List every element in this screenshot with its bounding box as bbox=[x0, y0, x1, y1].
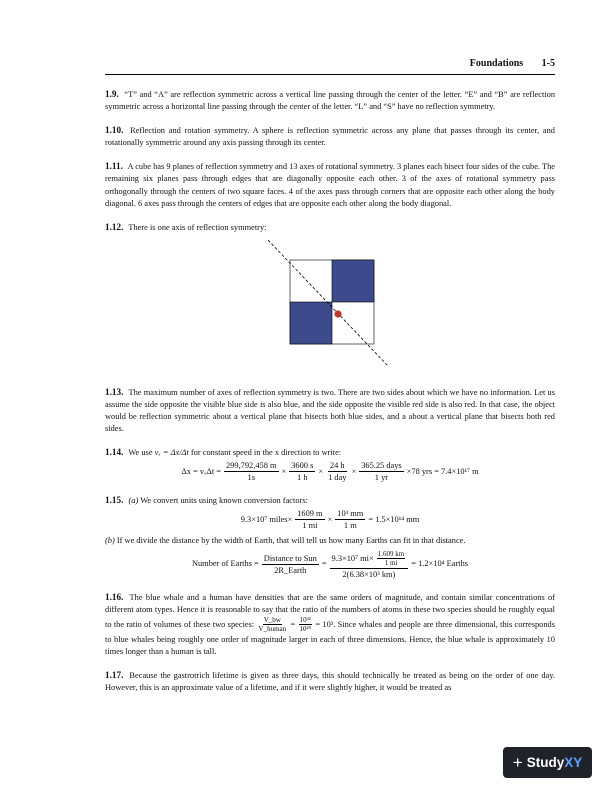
atom-ratio-fraction bbox=[298, 616, 312, 634]
times-symbol: × bbox=[327, 515, 333, 525]
intro-text: We use bbox=[128, 448, 153, 458]
numerator-part: 9.3×10⁷ mi× bbox=[331, 553, 374, 563]
studyxy-logo bbox=[503, 747, 592, 778]
eq-result: = 1.5×10¹⁴ mm bbox=[368, 515, 420, 525]
part-b-text: If we divide the distance by the width of Earth, that will tell us how many Earths can fit in that distance. bbox=[116, 536, 466, 546]
header-rule bbox=[105, 74, 555, 75]
numerator: 10³² bbox=[299, 615, 311, 624]
problem-text: Because the gastrotrich lifetime is given as three days, this should technically be treated as being on the order of one day. However, this is an approximate value of a lifetime, and if it were slightly higher, it would be treated as bbox=[105, 670, 556, 692]
problem-number: 1.13. bbox=[105, 386, 124, 397]
eq-result: = 1.2×10⁴ Earths bbox=[411, 559, 469, 569]
fraction-4 bbox=[359, 461, 403, 483]
problem-number: 1.12. bbox=[105, 221, 124, 232]
denominator: V_human bbox=[258, 624, 287, 633]
nested-fraction bbox=[377, 550, 405, 568]
problem-1-11 bbox=[105, 160, 555, 209]
equation-miles-to-mm bbox=[105, 509, 555, 531]
problem-1-10 bbox=[105, 124, 555, 149]
body-text bbox=[105, 88, 555, 705]
numerator bbox=[330, 550, 409, 569]
part-b-label: (b) bbox=[105, 536, 115, 546]
problem-text: “T” and “A” are reflection symmetric across a vertical line passing through the center of the letter. “E” and “B” are reflection symmetric across a horizontal line passing through the center of the letter. “L” and “S” have no reflection symmetry. bbox=[105, 90, 556, 112]
speed-formula: vₓ = Δx/Δt bbox=[154, 448, 189, 458]
nested-numerator: 1.609 km bbox=[377, 549, 405, 558]
running-head bbox=[470, 58, 555, 69]
denominator: 2R_Earth bbox=[274, 565, 307, 575]
numerator: V_bw bbox=[263, 615, 281, 624]
problem-1-13 bbox=[105, 386, 555, 435]
denominator: 10²⁹ bbox=[299, 624, 312, 633]
fraction-2 bbox=[335, 509, 365, 531]
numerator: Distance to Sun bbox=[263, 553, 317, 563]
eq-lhs: Δx = vₓΔt = bbox=[181, 467, 222, 477]
equals-symbol: = bbox=[290, 619, 296, 629]
denominator: 1 day bbox=[328, 473, 347, 483]
denominator: 1 yr bbox=[374, 473, 389, 483]
problem-text: The maximum number of axes of reflection symmetry is two. There are two sides about which we have no information. Let us assume the side opposite the visible blue side is also blue, and the side opposite the visible red side is also red. In that case, the object would be reflection symmetric about a vertical plane that bisects both blue sides, and a about a vertical plane that bisects both red sides. bbox=[105, 387, 555, 434]
problem-text: There is one axis of reflection symmetry: bbox=[128, 222, 267, 232]
fraction-numeric bbox=[330, 550, 409, 580]
denominator: 1 h bbox=[297, 473, 308, 483]
ratio-result: = 10³. bbox=[315, 619, 336, 629]
denominator: 1 mi bbox=[302, 521, 318, 531]
fraction-distance-over-diameter bbox=[262, 554, 319, 576]
numerator: 24 h bbox=[329, 461, 345, 471]
part-a-label: (a) bbox=[128, 496, 139, 506]
equation-light-year bbox=[105, 461, 555, 483]
plus-icon: + bbox=[512, 752, 523, 772]
eq-result: ×78 yrs = 7.4×10¹⁷ m bbox=[406, 467, 479, 477]
denominator: 1s bbox=[247, 473, 255, 483]
problem-text: Reflection and rotation symmetry. A sphere is reflection symmetric across any plane that passes through its center, and rotationally symmetric around any axis passing through its center. bbox=[105, 126, 555, 148]
problem-1-17 bbox=[105, 669, 555, 694]
problem-1-15 bbox=[105, 494, 555, 579]
problem-1-9 bbox=[105, 88, 555, 113]
eq-lhs: 9.3×10⁷ miles× bbox=[240, 515, 293, 525]
problem-text: The blue whale and a human have densities that are the same orders of magnitude, and contain similar concentrations of different atom types. Hence it is reasonable to say that the ratio of the numbers of atoms in these two species should be roughly equal to the ratio of volumes of these two species: bbox=[105, 592, 556, 629]
eq-lhs: Number of Earths = bbox=[191, 559, 259, 569]
times-symbol: × bbox=[281, 467, 287, 477]
numerator: 10³ mm bbox=[337, 509, 364, 519]
logo-word-xy: XY bbox=[564, 755, 583, 770]
problem-number: 1.10. bbox=[105, 125, 124, 136]
problem-text-2: Since whales and people are three dimensional, this corresponds to blue whales being roughly one order of magnitude larger in each of three dimensions. Hence, the blue whale is approximately 10 times longer than a human is tall. bbox=[105, 619, 556, 656]
blue-square-top-right bbox=[332, 260, 374, 302]
fraction-1 bbox=[295, 509, 324, 531]
fraction-3 bbox=[326, 461, 348, 483]
red-dot bbox=[334, 310, 341, 317]
problem-number: 1.15. bbox=[105, 495, 124, 506]
problem-1-12 bbox=[105, 221, 555, 234]
problem-number: 1.17. bbox=[105, 669, 124, 680]
denominator: 1 m bbox=[343, 521, 357, 531]
part-a-text: We convert units using known conversion factors: bbox=[140, 496, 308, 506]
denominator: 2(6.38×10³ km) bbox=[342, 569, 396, 579]
nested-denominator: 1 mi bbox=[384, 558, 398, 567]
problem-number: 1.11. bbox=[105, 161, 123, 172]
volume-ratio-fraction bbox=[258, 616, 288, 634]
logo-word-study: Study bbox=[526, 755, 565, 770]
numerator: 1609 m bbox=[297, 509, 323, 519]
times-symbol: × bbox=[351, 467, 357, 477]
problem-text: A cube has 9 planes of reflection symmetry and 13 axes of rotational symmetry. 3 planes each bisect four sides of the cube. The remaining six planes pass through edges that are diagonally opposite each other. 3 of the axes of rotational symmetry pass orthogonally through the centers of two square faces. 4 of the axes pass through corners that are opposite each other along the body diagonal. 6 axes pass through the centers of edges that are opposite each other along the body diagonal. bbox=[105, 162, 555, 208]
checker-square-diagram bbox=[268, 240, 388, 386]
numerator: 3600 s bbox=[291, 461, 314, 471]
numerator: 365.25 days bbox=[361, 461, 402, 471]
times-symbol: × bbox=[318, 467, 324, 477]
page-number: 1-5 bbox=[541, 58, 555, 69]
equation-number-of-earths bbox=[105, 550, 555, 580]
problem-1-16 bbox=[105, 591, 555, 658]
equals-symbol: = bbox=[321, 559, 327, 569]
problem-number: 1.9. bbox=[105, 89, 119, 99]
numerator: 299,792,458 m bbox=[226, 461, 277, 471]
problem-1-14 bbox=[105, 446, 555, 483]
fraction-1 bbox=[224, 461, 278, 483]
problem-number: 1.14. bbox=[105, 447, 124, 458]
intro-text-2: for constant speed in the x direction to write: bbox=[190, 448, 342, 458]
fraction-2 bbox=[289, 461, 315, 483]
problem-number: 1.16. bbox=[105, 591, 124, 602]
section-title: Foundations bbox=[469, 58, 524, 69]
blue-square-bottom-left bbox=[290, 302, 332, 344]
symmetry-figure bbox=[105, 240, 555, 386]
